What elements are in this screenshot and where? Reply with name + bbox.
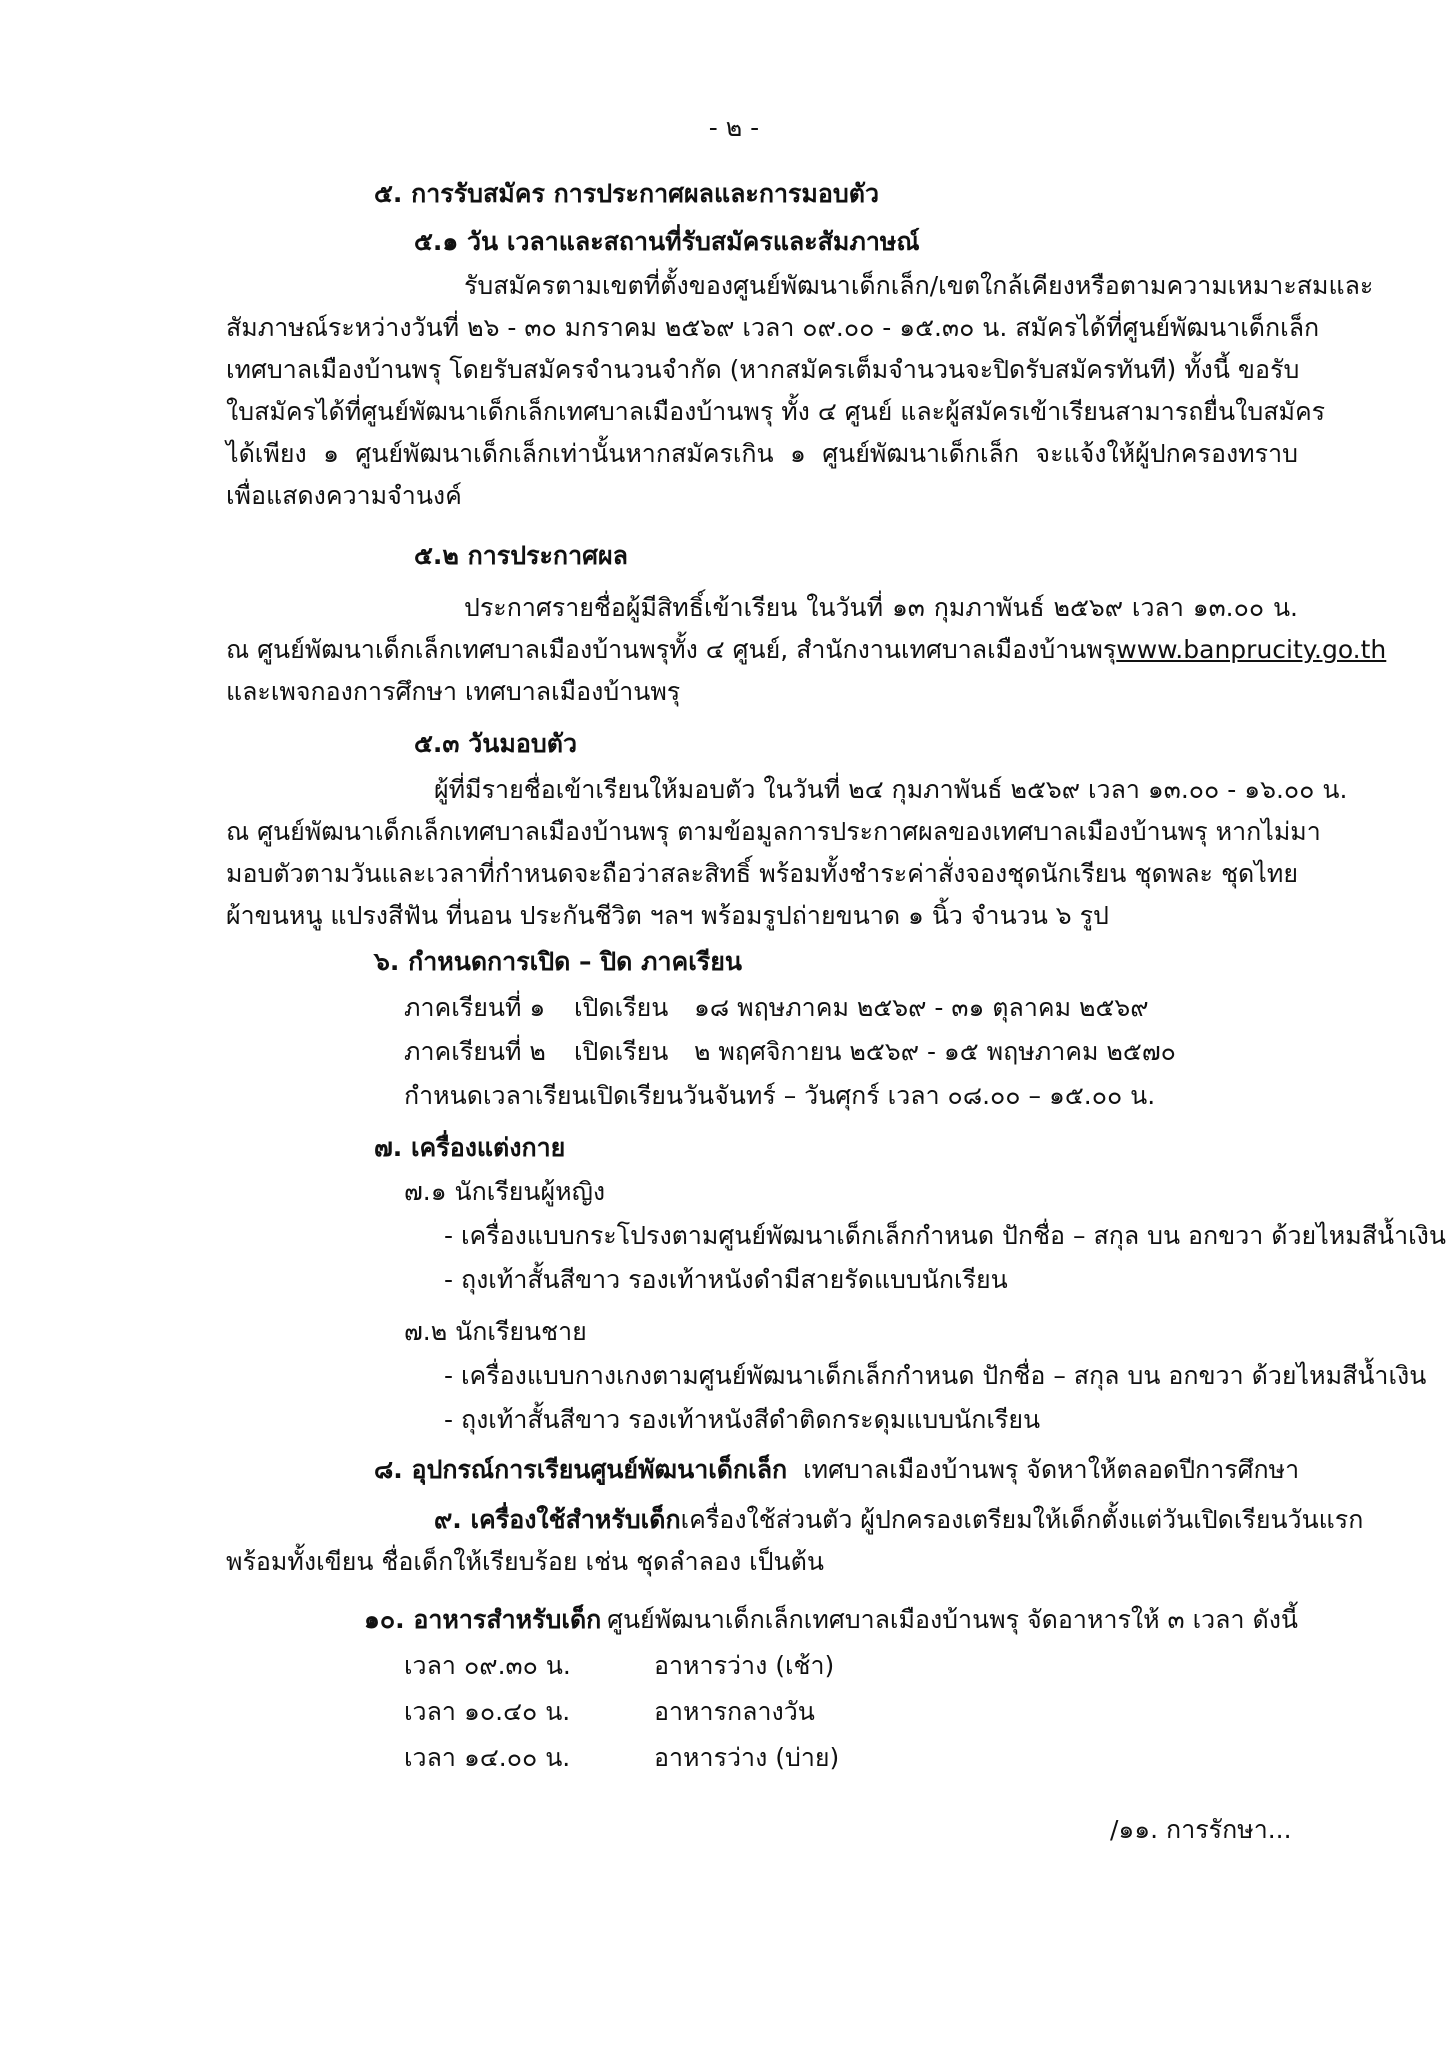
section-8-line (374, 1454, 1299, 1486)
website-link[interactable]: www.banprucity.go.th (1116, 635, 1387, 664)
section-5-3-line: ณ ศูนย์พัฒนาเด็กเล็กเทศบาลเมืองบ้านพรุ ตามข้อมูลการประกาศผลของเทศบาลเมืองบ้านพรุ หากไม่มา (226, 817, 1321, 846)
section-5-1-line: ใบสมัครได้ที่ศูนย์พัฒนาเด็กเล็กเทศบาลเมืองบ้านพรุ ทั้ง ๔ ศูนย์ และผู้สมัครเข้าเรียนสามารถยื่นใบสมัคร (226, 397, 1326, 426)
meal-label: เวลา (404, 1697, 456, 1726)
section-5-1-line: ได้เพียง ๑ ศูนย์พัฒนาเด็กเล็กเท่านั้นหากสมัครเกิน ๑ ศูนย์พัฒนาเด็กเล็ก จะแจ้งให้ผู้ปกครองทราบ (226, 439, 1298, 468)
term-1-name: ภาคเรียนที่ ๑ (404, 993, 546, 1022)
announcement-places: ณ ศูนย์พัฒนาเด็กเล็กเทศบาลเมืองบ้านพรุทั้ง ๔ ศูนย์, สำนักงานเทศบาลเมืองบ้านพรุ (226, 635, 1117, 664)
page-number: - ๒ - (708, 113, 760, 142)
term-2-action: เปิดเรียน (574, 1037, 669, 1066)
section-9-text: เครื่องใช้ส่วนตัว ผู้ปกครองเตรียมให้เด็กตั้งแต่วันเปิดเรียนวันแรก (680, 1505, 1364, 1534)
girls-uniform-item: - เครื่องแบบกระโปรงตามศูนย์พัฒนาเด็กเล็กกำหนด ปักชื่อ – สกุล บน อกขวา ด้วยไหมสีน้ำเงิน (444, 1221, 1446, 1250)
term-2-name: ภาคเรียนที่ ๒ (404, 1037, 546, 1066)
section-9-line (434, 1504, 1364, 1536)
section-5-heading: ๕. การรับสมัคร การประกาศผลและการมอบตัว (374, 179, 880, 208)
section-5-2-line: ประกาศรายชื่อผู้มีสิทธิ์เข้าเรียน ในวันที่ ๑๓ กุมภาพันธ์ ๒๕๖๙ เวลา ๑๓.๐๐ น. (464, 593, 1298, 622)
meal-time: ๑๐.๔๐ น. (464, 1697, 571, 1726)
class-schedule: กำหนดเวลาเรียนเปิดเรียนวันจันทร์ – วันศุกร์ เวลา ๐๘.๐๐ – ๑๕.๐๐ น. (404, 1081, 1156, 1110)
section-5-1-line: รับสมัครตามเขตที่ตั้งของศูนย์พัฒนาเด็กเล็ก/เขตใกล้เคียงหรือตามความเหมาะสมและ (464, 271, 1374, 300)
meal-time: ๑๔.๐๐ น. (464, 1743, 571, 1772)
meal-name: อาหารกลางวัน (654, 1697, 815, 1726)
section-9-heading: ๙. เครื่องใช้สำหรับเด็ก (434, 1505, 681, 1534)
section-6-heading: ๖. กำหนดการเปิด – ปิด ภาคเรียน (374, 947, 742, 976)
section-7-1-heading: ๗.๑ นักเรียนผู้หญิง (404, 1177, 606, 1206)
section-10-text: ศูนย์พัฒนาเด็กเล็กเทศบาลเมืองบ้านพรุ จัดอาหารให้ ๓ เวลา ดังนี้ (607, 1605, 1298, 1634)
continuation-note: /๑๑. การรักษา... (1110, 1815, 1292, 1844)
section-5-2-heading: ๕.๒ การประกาศผล (414, 541, 628, 570)
term-1-range: ๑๘ พฤษภาคม ๒๕๖๙ - ๓๑ ตุลาคม ๒๕๖๙ (694, 993, 1149, 1022)
section-10-line (364, 1604, 1298, 1636)
section-7-heading: ๗. เครื่องแต่งกาย (374, 1133, 566, 1162)
section-5-1-line: เพื่อแสดงความจำนงค์ (226, 481, 462, 510)
section-5-2-line (226, 634, 1387, 666)
boys-uniform-item: - ถุงเท้าสั้นสีขาว รองเท้าหนังสีดำติดกระดุมแบบนักเรียน (444, 1405, 1041, 1434)
section-5-3-line: มอบตัวตามวันและเวลาที่กำหนดจะถือว่าสละสิทธิ์ พร้อมทั้งชำระค่าสั่งจองชุดนักเรียน ชุดพละ ชุดไทย (226, 859, 1298, 888)
section-5-1-heading: ๕.๑ วัน เวลาและสถานที่รับสมัครและสัมภาษณ์ (414, 227, 920, 256)
boys-uniform-item: - เครื่องแบบกางเกงตามศูนย์พัฒนาเด็กเล็กกำหนด ปักชื่อ – สกุล บน อกขวา ด้วยไหมสีน้ำเงิน (444, 1361, 1427, 1390)
term-2-range: ๒ พฤศจิกายน ๒๕๖๙ - ๑๕ พฤษภาคม ๒๕๗๐ (694, 1037, 1176, 1066)
section-5-1-line: สัมภาษณ์ระหว่างวันที่ ๒๖ - ๓๐ มกราคม ๒๕๖๙ เวลา ๐๙.๐๐ - ๑๕.๓๐ น. สมัครได้ที่ศูนย์พัฒนาเด็กเล็ก (226, 313, 1320, 342)
meal-name: อาหารว่าง (เช้า) (654, 1651, 835, 1680)
term-1-action: เปิดเรียน (574, 993, 669, 1022)
section-5-3-line: ผู้ที่มีรายชื่อเข้าเรียนให้มอบตัว ในวันที่ ๒๔ กุมภาพันธ์ ๒๕๖๙ เวลา ๑๓.๐๐ - ๑๖.๐๐ น. (434, 775, 1348, 804)
section-10-heading: ๑๐. อาหารสำหรับเด็ก (364, 1605, 602, 1634)
meal-time: ๐๙.๓๐ น. (464, 1651, 571, 1680)
section-5-2-line: และเพจกองการศึกษา เทศบาลเมืองบ้านพรุ (226, 677, 681, 706)
meal-name: อาหารว่าง (บ่าย) (654, 1743, 840, 1772)
section-8-heading: ๘. อุปกรณ์การเรียนศูนย์พัฒนาเด็กเล็ก (374, 1455, 788, 1484)
section-5-3-heading: ๕.๓ วันมอบตัว (414, 729, 577, 758)
meal-label: เวลา (404, 1651, 456, 1680)
section-9-line-2: พร้อมทั้งเขียน ชื่อเด็กให้เรียบร้อย เช่น ชุดลำลอง เป็นต้น (226, 1547, 824, 1576)
meal-label: เวลา (404, 1743, 456, 1772)
section-5-1-line: เทศบาลเมืองบ้านพรุ โดยรับสมัครจำนวนจำกัด (หากสมัครเต็มจำนวนจะปิดรับสมัครทันที) ทั้งนี้ ขอรับ (226, 355, 1300, 384)
section-7-2-heading: ๗.๒ นักเรียนชาย (404, 1317, 587, 1346)
section-8-text: เทศบาลเมืองบ้านพรุ จัดหาให้ตลอดปีการศึกษา (803, 1455, 1300, 1484)
girls-uniform-item: - ถุงเท้าสั้นสีขาว รองเท้าหนังดำมีสายรัดแบบนักเรียน (444, 1265, 1008, 1294)
section-5-3-line: ผ้าขนหนู แปรงสีฟัน ที่นอน ประกันชีวิต ฯลฯ พร้อมรูปถ่ายขนาด ๑ นิ้ว จำนวน ๖ รูป (226, 901, 1109, 930)
